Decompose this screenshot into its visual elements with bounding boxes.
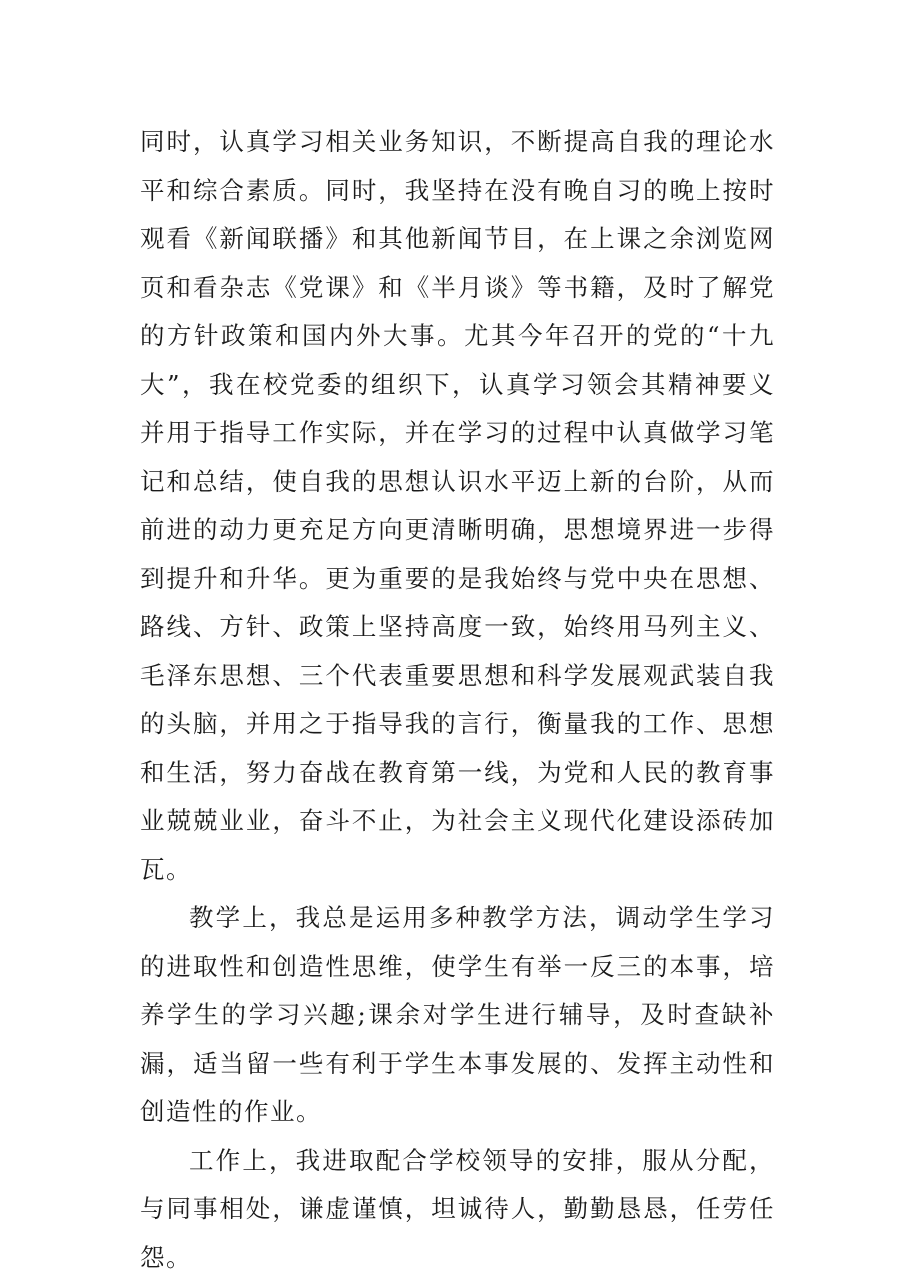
paragraph-work: 工作上，我进取配合学校领导的安排，服从分配，与同事相处，谦虚谨慎，坦诚待人，勤勤恳恳，任劳任怨。 (140, 1145, 775, 1272)
paragraph-teaching: 教学上，我总是运用多种教学方法，调动学生学习的进取性和创造性思维，使学生有举一反三的本事，培养学生的学习兴趣;课余对学生进行辅导，及时查缺补漏，适当留一些有利于学生本事发展的、发挥主动性和创造性的作业。 (140, 903, 775, 1126)
paragraph-political-study: 同时，认真学习相关业务知识，不断提高自我的理论水平和综合素质。同时，我坚持在没有晚自习的晚上按时观看《新闻联播》和其他新闻节目，在上课之余浏览网页和看杂志《党课》和《半月谈》等书籍，及时了解党的方针政策和国内外大事。尤其今年召开的党的“十九大”，我在校党委的组织下，认真学习领会其精神要义并用于指导工作实际，并在学习的过程中认真做学习笔记和总结，使自我的思想认识水平迈上新的台阶，从而前进的动力更充足方向更清晰明确，思想境界进一步得到提升和升华。更为重要的是我始终与党中央在思想、路线、方针、政策上坚持高度一致，始终用马列主义、毛泽东思想、三个代表重要思想和科学发展观武装自我的头脑，并用之于指导我的言行，衡量我的工作、思想和生活，努力奋战在教育第一线，为党和人民的教育事业兢兢业业，奋斗不止，为社会主义现代化建设添砖加瓦。 (140, 127, 775, 884)
document-body (140, 118, 775, 1282)
